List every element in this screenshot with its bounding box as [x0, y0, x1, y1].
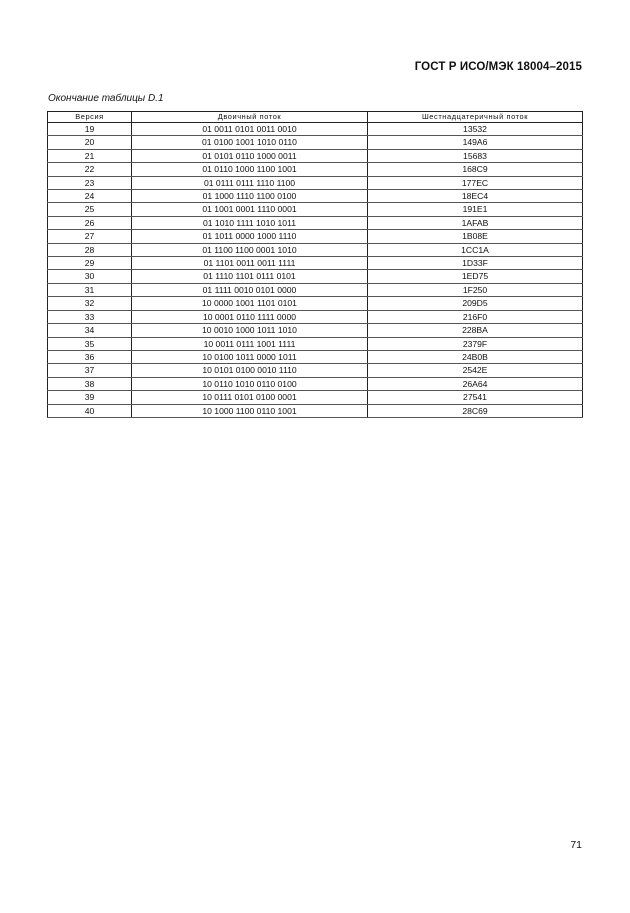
cell-binary-stream: 01 1101 0011 0011 1111: [132, 257, 368, 270]
column-header-version: Версия: [48, 112, 132, 123]
cell-hex-stream: 216F0: [368, 310, 583, 323]
table-row: [48, 190, 583, 203]
cell-binary-stream: 01 0100 1001 1010 0110: [132, 136, 368, 149]
cell-binary-stream: 01 1001 0001 1110 0001: [132, 203, 368, 216]
cell-hex-stream: 2379F: [368, 337, 583, 350]
cell-binary-stream: 01 1011 0000 1000 1110: [132, 230, 368, 243]
table-row: [48, 404, 583, 417]
cell-binary-stream: 01 1010 1111 1010 1011: [132, 216, 368, 229]
cell-version: 22: [48, 163, 132, 176]
cell-binary-stream: 01 0110 1000 1100 1001: [132, 163, 368, 176]
cell-version: 25: [48, 203, 132, 216]
table-row: [48, 350, 583, 363]
table-row: [48, 216, 583, 229]
cell-hex-stream: 15683: [368, 149, 583, 162]
cell-version: 32: [48, 297, 132, 310]
table-body: [48, 123, 583, 418]
table-row: [48, 270, 583, 283]
cell-hex-stream: 1ED75: [368, 270, 583, 283]
table-row: [48, 136, 583, 149]
table-header: [48, 112, 583, 123]
cell-binary-stream: 10 0000 1001 1101 0101: [132, 297, 368, 310]
cell-version: 33: [48, 310, 132, 323]
table-caption: Окончание таблицы D.1: [48, 93, 164, 104]
table-row: [48, 243, 583, 256]
version-stream-table: [47, 111, 583, 418]
cell-version: 19: [48, 123, 132, 136]
cell-hex-stream: 149A6: [368, 136, 583, 149]
cell-version: 38: [48, 377, 132, 390]
table-row: [48, 257, 583, 270]
cell-hex-stream: 191E1: [368, 203, 583, 216]
cell-binary-stream: 10 0001 0110 1111 0000: [132, 310, 368, 323]
column-header-hex-stream: Шестнадцатеричный поток: [368, 112, 583, 123]
cell-version: 39: [48, 391, 132, 404]
cell-hex-stream: 24B0B: [368, 350, 583, 363]
page-number: 71: [570, 839, 582, 851]
cell-version: 30: [48, 270, 132, 283]
cell-binary-stream: 01 0011 0101 0011 0010: [132, 123, 368, 136]
cell-binary-stream: 10 0010 1000 1011 1010: [132, 324, 368, 337]
table-row: [48, 203, 583, 216]
cell-hex-stream: 28C69: [368, 404, 583, 417]
cell-version: 36: [48, 350, 132, 363]
cell-binary-stream: 10 0110 1010 0110 0100: [132, 377, 368, 390]
cell-version: 20: [48, 136, 132, 149]
cell-version: 26: [48, 216, 132, 229]
cell-binary-stream: 01 0101 0110 1000 0011: [132, 149, 368, 162]
cell-binary-stream: 01 1111 0010 0101 0000: [132, 283, 368, 296]
cell-hex-stream: 27541: [368, 391, 583, 404]
cell-binary-stream: 01 1100 1100 0001 1010: [132, 243, 368, 256]
cell-hex-stream: 1D33F: [368, 257, 583, 270]
table-row: [48, 324, 583, 337]
cell-hex-stream: 18EC4: [368, 190, 583, 203]
cell-hex-stream: 1CC1A: [368, 243, 583, 256]
cell-version: 35: [48, 337, 132, 350]
cell-hex-stream: 26A64: [368, 377, 583, 390]
cell-hex-stream: 1F250: [368, 283, 583, 296]
cell-version: 23: [48, 176, 132, 189]
cell-version: 29: [48, 257, 132, 270]
cell-version: 37: [48, 364, 132, 377]
table-row: [48, 377, 583, 390]
table-row: [48, 176, 583, 189]
cell-version: 34: [48, 324, 132, 337]
table-row: [48, 310, 583, 323]
table-row: [48, 297, 583, 310]
cell-binary-stream: 10 0101 0100 0010 1110: [132, 364, 368, 377]
table-row: [48, 163, 583, 176]
cell-version: 28: [48, 243, 132, 256]
cell-hex-stream: 228BA: [368, 324, 583, 337]
cell-binary-stream: 10 1000 1100 0110 1001: [132, 404, 368, 417]
column-header-binary-stream: Двоичный поток: [132, 112, 368, 123]
cell-version: 21: [48, 149, 132, 162]
cell-version: 27: [48, 230, 132, 243]
cell-hex-stream: 168C9: [368, 163, 583, 176]
cell-hex-stream: 177EC: [368, 176, 583, 189]
cell-hex-stream: 209D5: [368, 297, 583, 310]
cell-version: 31: [48, 283, 132, 296]
table-row: [48, 230, 583, 243]
table-row: [48, 149, 583, 162]
table-row: [48, 123, 583, 136]
cell-version: 24: [48, 190, 132, 203]
cell-binary-stream: 10 0011 0111 1001 1111: [132, 337, 368, 350]
table-row: [48, 283, 583, 296]
cell-binary-stream: 10 0111 0101 0100 0001: [132, 391, 368, 404]
cell-hex-stream: 2542E: [368, 364, 583, 377]
table-row: [48, 391, 583, 404]
document-standard-title: ГОСТ Р ИСО/МЭК 18004–2015: [414, 61, 582, 73]
cell-binary-stream: 01 1110 1101 0111 0101: [132, 270, 368, 283]
cell-version: 40: [48, 404, 132, 417]
cell-hex-stream: 1AFAB: [368, 216, 583, 229]
cell-binary-stream: 01 1000 1110 1100 0100: [132, 190, 368, 203]
cell-binary-stream: 10 0100 1011 0000 1011: [132, 350, 368, 363]
cell-hex-stream: 13532: [368, 123, 583, 136]
table-row: [48, 364, 583, 377]
table-row: [48, 337, 583, 350]
table-header-row: [48, 112, 583, 123]
cell-hex-stream: 1B08E: [368, 230, 583, 243]
cell-binary-stream: 01 0111 0111 1110 1100: [132, 176, 368, 189]
